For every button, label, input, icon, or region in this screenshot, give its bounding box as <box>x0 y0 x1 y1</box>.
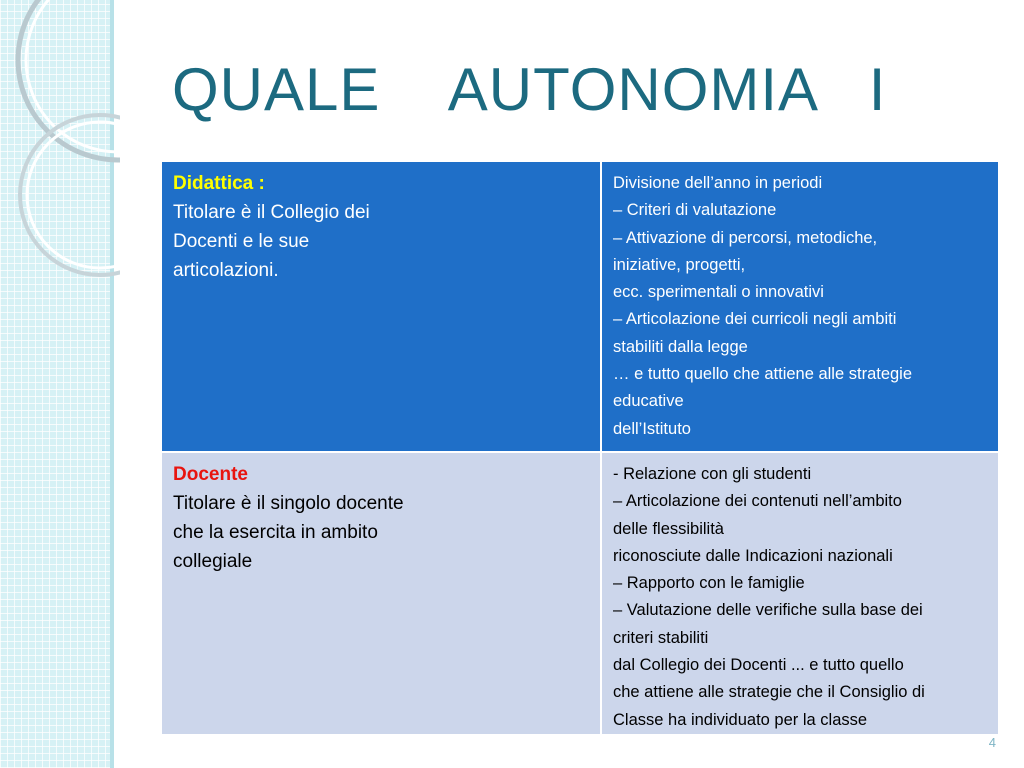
detail-line: dal Collegio dei Docenti ... e tutto quello <box>613 656 904 675</box>
detail-line: … e tutto quello che attiene alle strategie <box>613 365 913 384</box>
detail-line: ecc. sperimentali o innovativi <box>613 283 824 302</box>
content-table <box>160 160 1000 736</box>
cell-didattica-details <box>601 161 999 452</box>
detail-line: riconosciute dalle Indicazioni nazionali <box>613 546 893 565</box>
table-row-didattica <box>161 161 999 452</box>
decorative-rings <box>0 0 120 330</box>
detail-line: educative <box>613 392 684 411</box>
details-list-didattica <box>613 170 988 443</box>
cell-docente-details <box>601 452 999 735</box>
table-row-docente <box>161 452 999 735</box>
detail-line: che attiene alle strategie che il Consiglio di <box>613 683 925 702</box>
detail-line: dell’Istituto <box>613 419 691 438</box>
details-list-docente <box>613 461 988 734</box>
cell-docente-subject <box>161 452 601 735</box>
detail-line: – Articolazione dei contenuti nell’ambito <box>613 492 902 511</box>
detail-line: Classe ha individuato per la classe <box>613 710 868 729</box>
detail-line: delle flessibilità <box>613 519 724 538</box>
detail-line: – Rapporto con le famiglie <box>613 574 805 593</box>
detail-line: Divisione dell’anno in periodi <box>613 174 823 192</box>
detail-line: – Valutazione delle verifiche sulla base dei <box>613 601 923 620</box>
subject-didattica: Titolare è il Collegio dei Docenti e le sue articolazioni. <box>173 202 370 281</box>
detail-line: iniziative, progetti, <box>613 255 746 274</box>
heading-didattica: Didattica : <box>173 173 265 194</box>
slide-title: QUALE AUTONOMIA I <box>172 56 887 123</box>
detail-line: - Relazione con gli studenti <box>613 465 812 483</box>
detail-line: – Articolazione dei curricoli negli ambiti <box>613 310 897 329</box>
cell-didattica-subject <box>161 161 601 452</box>
subject-docente: Titolare è il singolo docente che la esercita in ambito collegiale <box>173 493 404 572</box>
heading-docente: Docente <box>173 464 248 485</box>
detail-line: – Criteri di valutazione <box>613 201 777 220</box>
page-number: 4 <box>988 735 996 750</box>
decorative-ring-upper-highlight <box>26 0 120 152</box>
detail-line: – Attivazione di percorsi, metodiche, <box>613 228 878 247</box>
detail-line: stabiliti dalla legge <box>613 337 748 356</box>
detail-line: criteri stabiliti <box>613 628 709 647</box>
